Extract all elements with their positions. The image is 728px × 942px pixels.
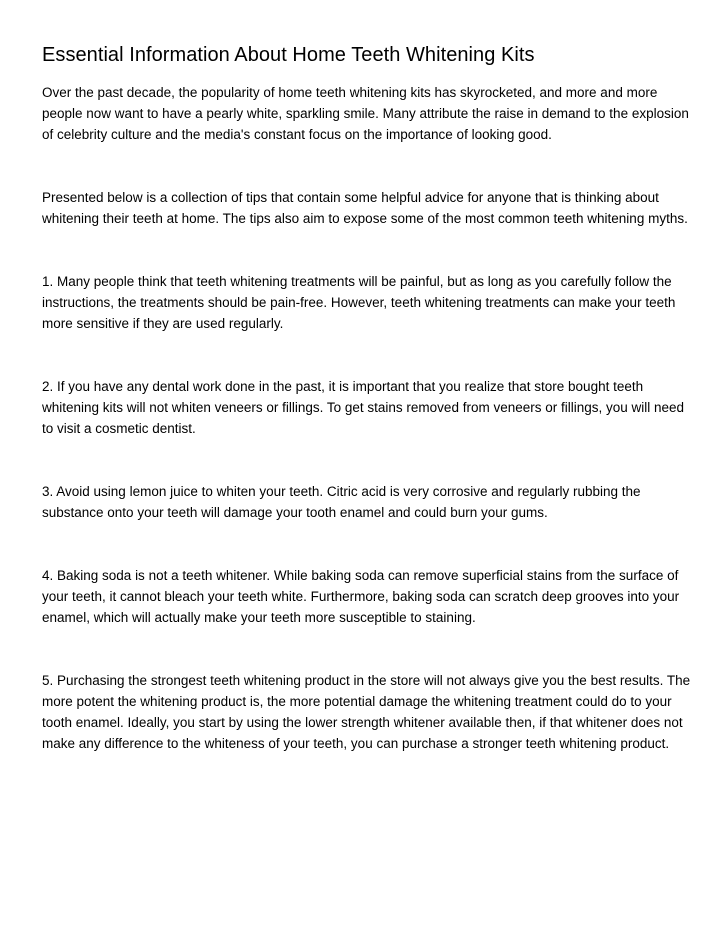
intro-paragraph: Over the past decade, the popularity of home teeth whitening kits has skyrocketed, and more and more people now want to have a pearly white, sparkling smile. Many attribute the raise in demand to the explosion of celebrity culture and the media's constant focus on the importance of looking good. [42, 85, 689, 142]
document-title: Essential Information About Home Teeth Whitening Kits [42, 44, 535, 66]
tip-2-paragraph: 2. If you have any dental work done in the past, it is important that you realize that store bought teeth whitening kits will not whiten veneers or fillings. To get stains removed from veneers or fillings, you will need to visit a cosmetic dentist. [42, 379, 685, 436]
tips-intro-paragraph: Presented below is a collection of tips that contain some helpful advice for anyone that is thinking about whitening their teeth at home. The tips also aim to expose some of the most common teeth whitening myths. [42, 190, 688, 226]
tip-5-paragraph: 5. Purchasing the strongest teeth whitening product in the store will not always give you the best results. The more potent the whitening product is, the more potential damage the whitening treatment could do to your tooth enamel. Ideally, you start by using the lower strength whitener available then, if that whitener does not make any difference to the whiteness of your teeth, you can purchase a stronger teeth whitening product. [42, 673, 691, 751]
tip-3-paragraph: 3. Avoid using lemon juice to whiten your teeth. Citric acid is very corrosive and regularly rubbing the substance onto your teeth will damage your tooth enamel and could burn your gums. [42, 484, 641, 520]
document-page [42, 40, 692, 754]
tip-1-paragraph: 1. Many people think that teeth whitening treatments will be painful, but as long as you carefully follow the instructions, the treatments should be pain-free. However, teeth whitening treatments can make your teeth more sensitive if they are used regularly. [42, 274, 676, 331]
tip-4-paragraph: 4. Baking soda is not a teeth whitener. While baking soda can remove superficial stains from the surface of your teeth, it cannot bleach your teeth white. Furthermore, baking soda can scratch deep grooves into your enamel, which will actually make your teeth more susceptible to staining. [42, 568, 680, 625]
